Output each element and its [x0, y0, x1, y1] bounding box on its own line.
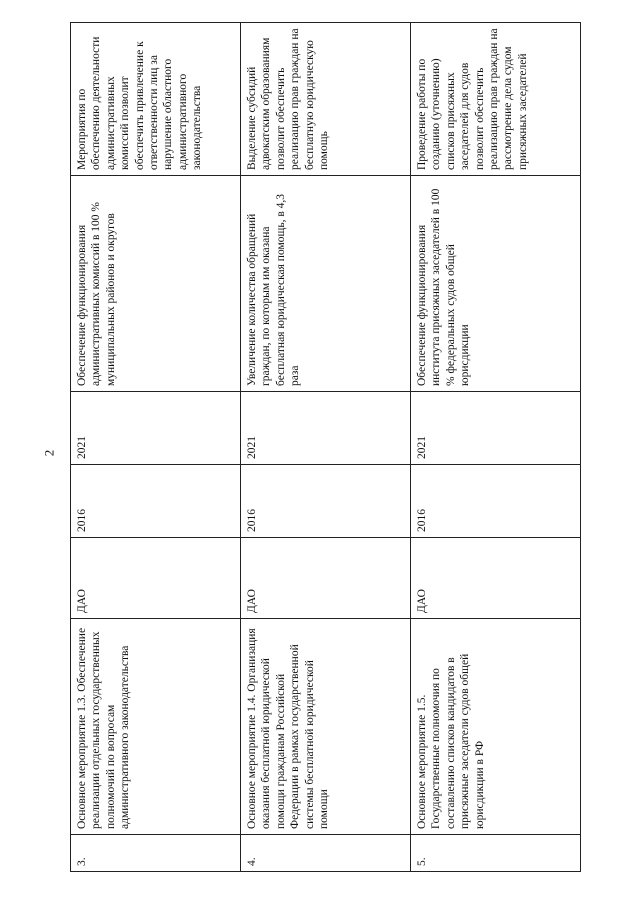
rotated-table-container	[70, 22, 580, 872]
table-row	[411, 23, 581, 872]
table-row	[71, 23, 241, 872]
result-cell: Обеспечение функционирования административных комиссий в 100 % муниципальных районов и округов	[71, 176, 241, 392]
end-year-cell: 2021	[71, 392, 241, 465]
start-year-cell: 2016	[411, 465, 581, 538]
activity-cell: Основное мероприятие 1.4. Организация оказания бесплатной юридической помощи гражданам Российской Федерации в рамках государственной системы бесплатной юридической помощи	[241, 619, 411, 835]
result-cell: Обеспечение функционирования института присяжных заседателей в 100 % федеральных судов общей юрисдикции	[411, 176, 581, 392]
table-row	[241, 23, 411, 872]
end-year-cell: 2021	[241, 392, 411, 465]
executor-cell: ДАО	[241, 538, 411, 619]
executor-cell: ДАО	[71, 538, 241, 619]
row-number: 3.	[71, 835, 241, 872]
rotated-table-inner	[70, 22, 580, 872]
row-number: 4.	[241, 835, 411, 872]
start-year-cell: 2016	[71, 465, 241, 538]
end-year-cell: 2021	[411, 392, 581, 465]
executor-cell: ДАО	[411, 538, 581, 619]
start-year-cell: 2016	[241, 465, 411, 538]
description-cell: Мероприятия по обеспечению деятельности административных комиссий позволит обеспечить привлечение к ответственности лиц за нарушение областного административного законодательства	[71, 23, 241, 176]
description-cell: Проведение работы по созданию (уточнению) списков присяжных заседателей для судов позволит обеспечить реализацию прав граждан на рассмотрение дела судом присяжных заседателей	[411, 23, 581, 176]
description-cell: Выделение субсидий адвокатским образованиям позволит обеспечить реализацию прав граждан на бесплатную юридическую помощь	[241, 23, 411, 176]
page-number: 2	[41, 449, 57, 457]
measures-table	[70, 22, 581, 872]
row-number: 5.	[411, 835, 581, 872]
activity-cell: Основное мероприятие 1.5. Государственные полномочия по составлению списков кандидатов в присяжные заседатели судов общей юрисдикции в РФ	[411, 619, 581, 835]
activity-cell: Основное мероприятие 1.3. Обеспечение реализации отдельных государственных полномочий по вопросам административного законодательства	[71, 619, 241, 835]
result-cell: Увеличение количества обращений граждан, по которым им оказана бесплатная юридическая помощь, в 4,3 раза	[241, 176, 411, 392]
